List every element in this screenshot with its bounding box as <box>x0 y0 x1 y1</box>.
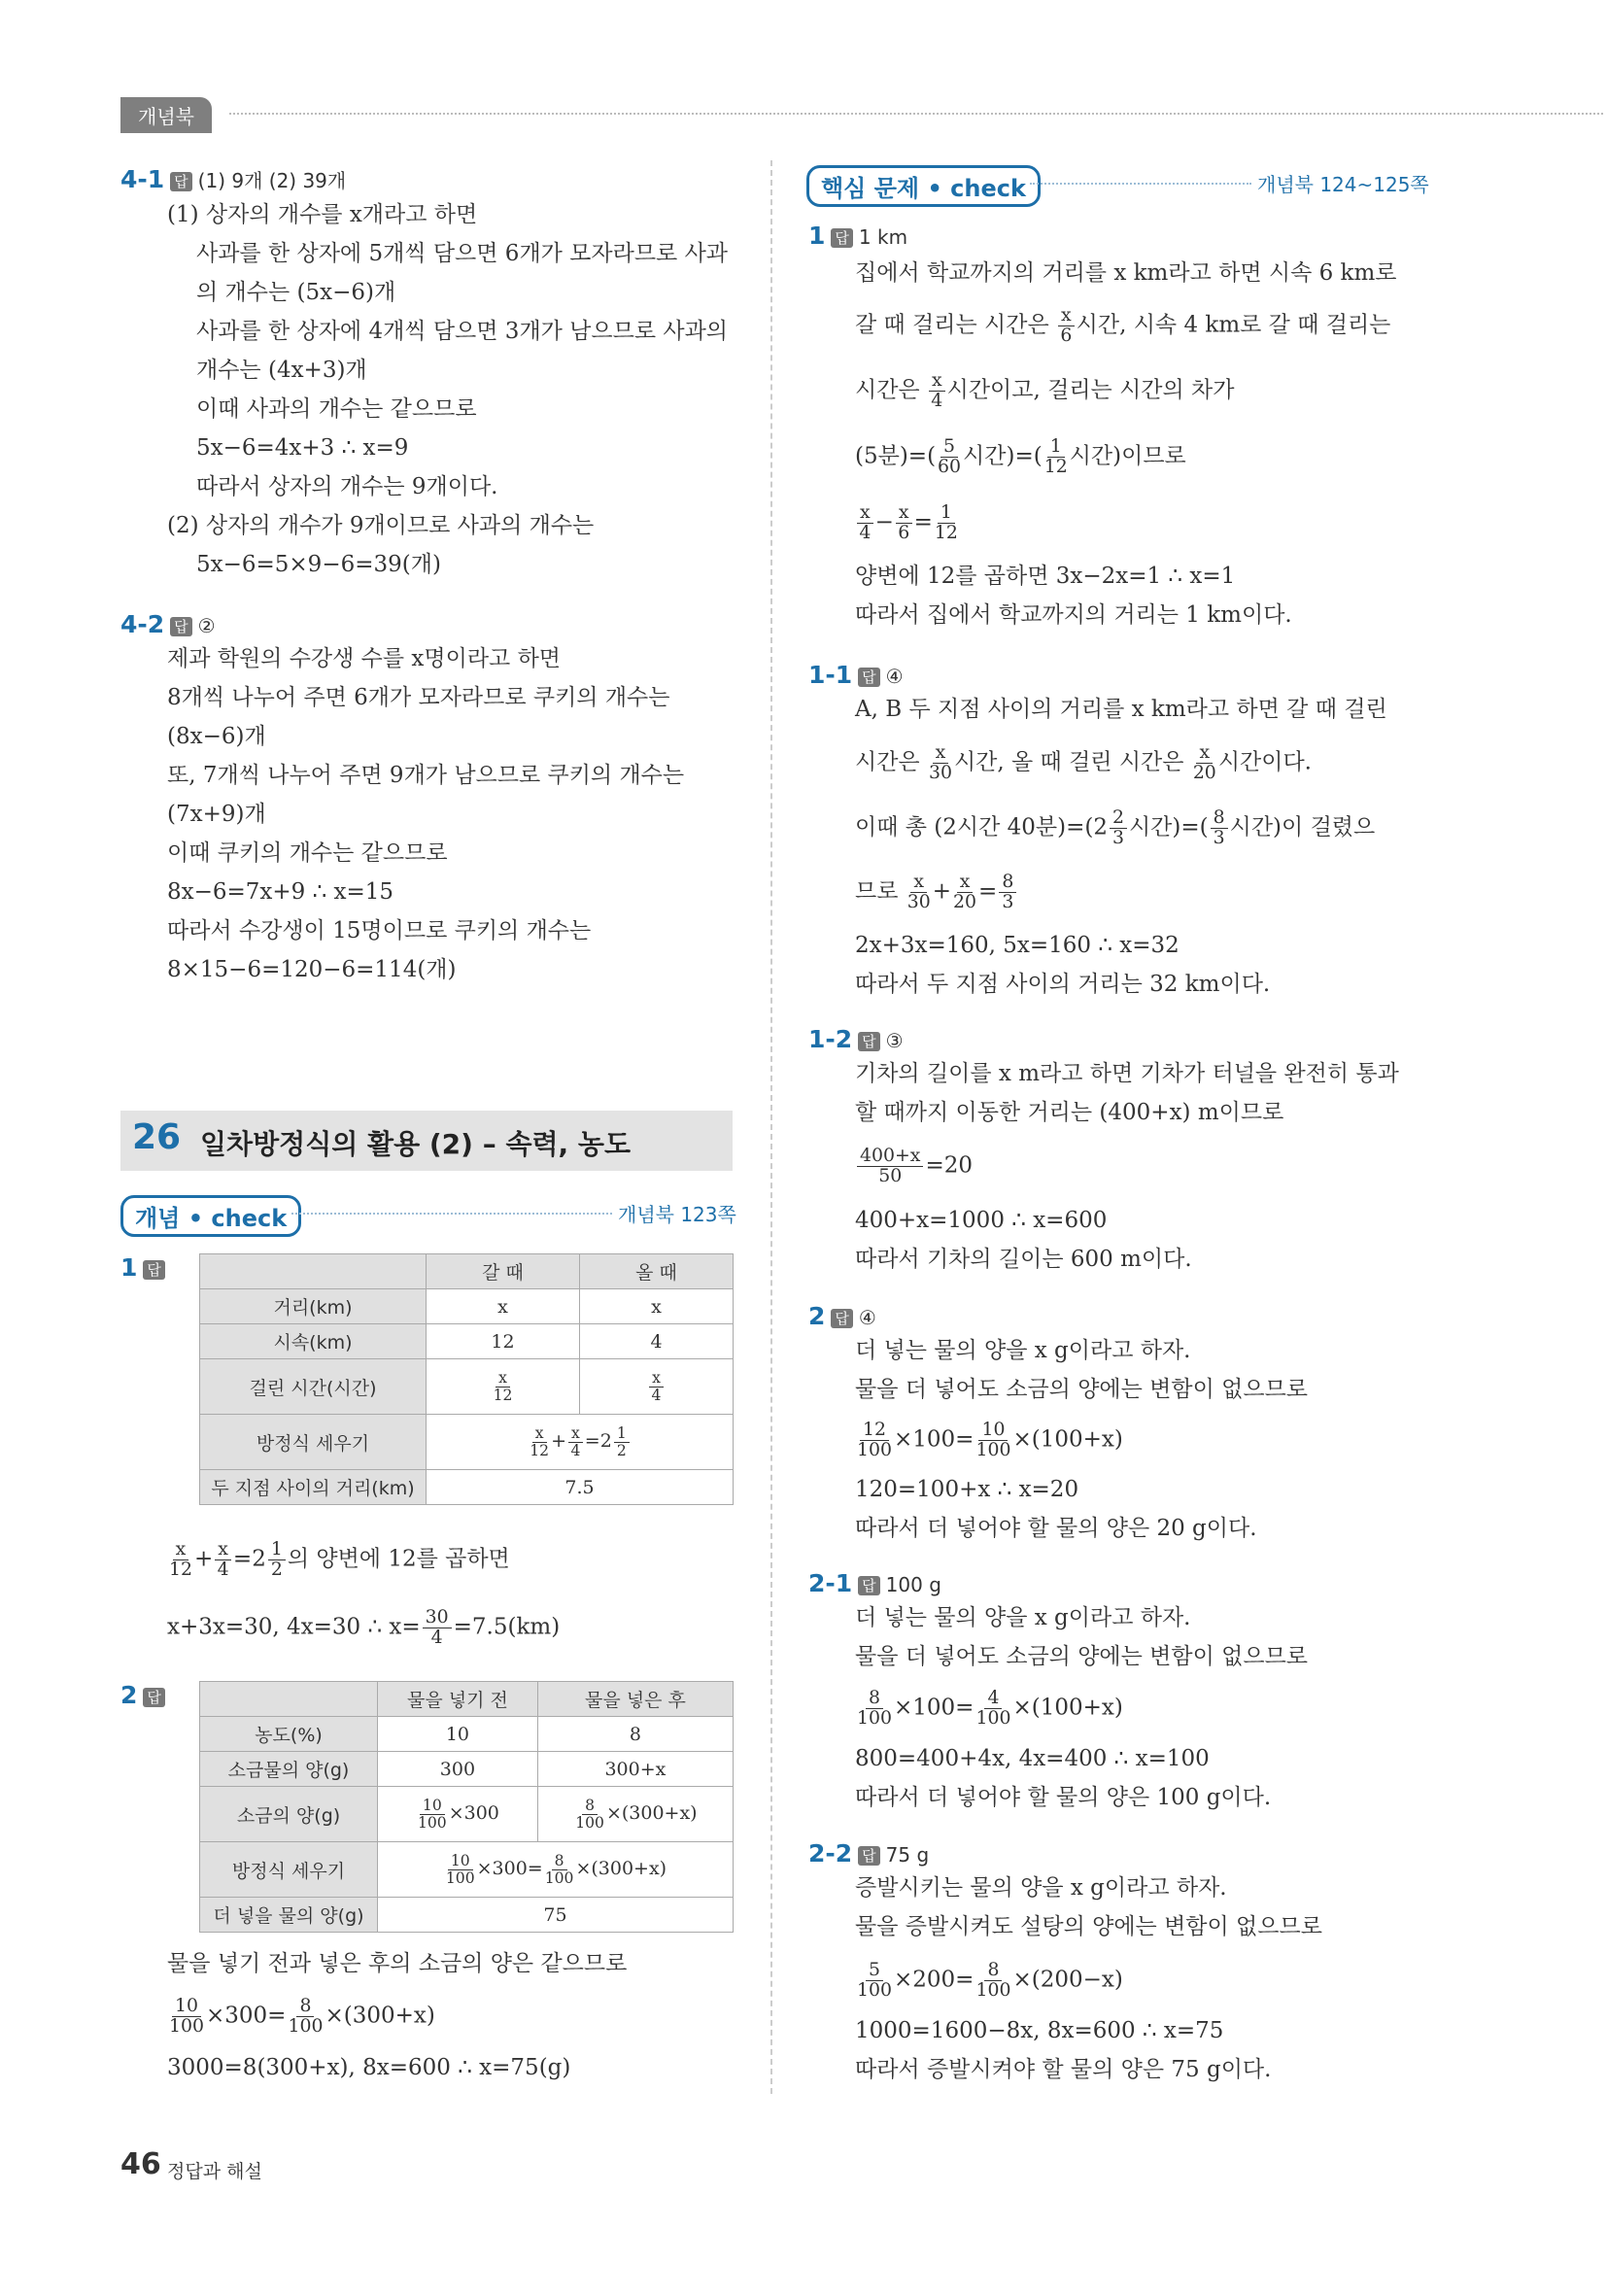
q2-step3: 3000=8(300+x), 8x=600 ∴ x=75(g) <box>167 2055 571 2080</box>
problem-1-line: 시간은 $\frac{x}{4}$ 시간이고, 걸리는 시간의 차가 <box>855 369 1235 411</box>
problem-1-2-line: 기차의 길이를 x m라고 하면 기차가 터널을 완전히 통과 <box>855 1061 1399 1086</box>
solution-line: 8x−6=7x+9 ∴ x=15 <box>167 879 394 905</box>
problem-1-1-line: A, B 두 지점 사이의 거리를 x km라고 하면 갈 때 걸린 <box>855 697 1387 722</box>
problem-4-1-header <box>120 165 346 195</box>
row-label: 소금물의 양(g) <box>200 1752 378 1787</box>
speed-table <box>199 1253 734 1505</box>
q1-header <box>120 1253 171 1284</box>
answer-text: ② <box>197 614 216 637</box>
table-cell: 12 <box>427 1324 580 1359</box>
core-page-ref: 개념북 124~125쪽 <box>1257 173 1429 196</box>
problem-1-1-line: 이때 총 (2시간 40분)=(2 $\frac{2}{3}$ 시간)=( $\frac{8}{3}$ 시간)이 걸렸으 <box>855 806 1376 848</box>
solution-line: 의 개수는 (5x−6)개 <box>196 280 396 305</box>
solution-line: 5x−6=4x+3 ∴ x=9 <box>196 435 409 461</box>
core-check-label: 핵심 문제 • check <box>806 165 1041 207</box>
problem-number: 4-1 <box>120 165 165 193</box>
q2-step2: $\frac{10}{100}$ ×300= $\frac{8}{100}$ ×(300+x) <box>169 1995 435 2037</box>
solution-line: 사과를 한 상자에 4개씩 담으면 3개가 남으므로 사과의 <box>196 319 729 344</box>
section-title: 일차방정식의 활용 (2) – 속력, 농도 <box>200 1128 632 1160</box>
solution-line: (7x+9)개 <box>167 802 266 827</box>
core-dotted-line <box>1030 183 1251 185</box>
problem-number: 1 <box>120 1253 138 1282</box>
solution-line: 8개씩 나누어 주면 6개가 모자라므로 쿠키의 개수는 <box>167 685 670 710</box>
table-cell: 75 <box>378 1898 734 1933</box>
concept-page-ref: 개념북 123쪽 <box>618 1203 736 1226</box>
problem-2-1-header: 2-1 답 100 g <box>808 1569 941 1597</box>
table-corner <box>200 1254 427 1289</box>
table-header: 물을 넣기 전 <box>378 1682 538 1717</box>
equation-cell: $\frac{10}{100}$ ×300= $\frac{8}{100}$ ×(300+x) <box>378 1842 734 1898</box>
problem-2-header: 2 답 ④ <box>808 1302 876 1330</box>
problem-2-line: 더 넣는 물의 양을 x g이라고 하자. <box>855 1338 1191 1363</box>
equation-cell: $\frac{x}{12}$ + $\frac{x}{4}$ =2 $\frac{1}{2}$ <box>427 1415 734 1470</box>
problem-1-1-line: 시간은 $\frac{x}{30}$ 시간, 올 때 걸린 시간은 $\frac{x}{20}$ 시간이다. <box>855 741 1312 783</box>
problem-1-2-line: 할 때까지 이동한 거리는 (400+x) m이므로 <box>855 1100 1284 1125</box>
q1-step2: x+3x=30, 4x=30 ∴ x= $\frac{30}{4}$ =7.5(km) <box>167 1606 561 1648</box>
q1-step1: $\frac{x}{12}$ + $\frac{x}{4}$ =2 $\frac{1}{2}$ 의 양변에 12를 곱하면 <box>169 1538 510 1580</box>
row-label: 소금의 양(g) <box>200 1787 378 1842</box>
table-cell: x <box>427 1289 580 1324</box>
problem-1-1-line: 따라서 두 지점 사이의 거리는 32 km이다. <box>855 972 1271 997</box>
problem-1-2-line: 따라서 기차의 길이는 600 m이다. <box>855 1247 1192 1272</box>
problem-4-2-header <box>120 610 216 640</box>
solution-line: (2) 상자의 개수가 9개이므로 사과의 개수는 <box>167 513 595 538</box>
table-header: 올 때 <box>579 1254 733 1289</box>
row-label: 방정식 세우기 <box>200 1415 427 1470</box>
column-divider <box>770 160 772 2094</box>
answer-badge: 답 <box>143 1260 165 1280</box>
problem-2-2-line: 따라서 증발시켜야 할 물의 양은 75 g이다. <box>855 2057 1272 2082</box>
q2-step1: 물을 넣기 전과 넣은 후의 소금의 양은 같으므로 <box>167 1951 628 1976</box>
problem-2-2-line: 1000=1600−8x, 8x=600 ∴ x=75 <box>855 2018 1224 2043</box>
problem-2-line: 따라서 더 넣어야 할 물의 양은 20 g이다. <box>855 1516 1257 1541</box>
table-cell: 300 <box>378 1752 538 1787</box>
problem-1-line: 따라서 집에서 학교까지의 거리는 1 km이다. <box>855 602 1292 628</box>
answer-badge: 답 <box>143 1688 165 1707</box>
table-corner <box>200 1682 378 1717</box>
solution-line: 제과 학원의 수강생 수를 x명이라고 하면 <box>167 646 562 671</box>
solution-line: 따라서 상자의 개수는 9개이다. <box>196 474 498 499</box>
table-cell: x <box>579 1289 733 1324</box>
problem-2-equation: $\frac{12}{100}$ ×100= $\frac{10}{100}$ ×(100+x) <box>857 1419 1123 1460</box>
problem-1-line: 집에서 학교까지의 거리를 x km라고 하면 시속 6 km로 <box>855 260 1397 286</box>
problem-2-line: 물을 더 넣어도 소금의 양에는 변함이 없으므로 <box>855 1377 1309 1402</box>
solution-line: 이때 쿠키의 개수는 같으므로 <box>167 840 448 866</box>
table-cell: 300+x <box>537 1752 733 1787</box>
problem-2-2-line: 증발시키는 물의 양을 x g이라고 하자. <box>855 1875 1227 1901</box>
problem-2-1-equation: $\frac{8}{100}$ ×100= $\frac{4}{100}$ ×(100+x) <box>857 1687 1123 1729</box>
problem-2-1-line: 800=400+4x, 4x=400 ∴ x=100 <box>855 1746 1210 1771</box>
problem-number: 4-2 <box>120 610 165 638</box>
footer-label: 정답과 해설 <box>167 2161 262 2182</box>
table-cell: 7.5 <box>427 1470 734 1505</box>
solution-line: 8×15−6=120−6=114(개) <box>167 957 457 982</box>
header-divider <box>229 113 1603 115</box>
problem-number: 2 <box>120 1681 138 1709</box>
answer-badge: 답 <box>170 617 192 636</box>
problem-1-equation: $\frac{x}{4}$ − $\frac{x}{6}$ = $\frac{1}{12}$ <box>855 503 960 543</box>
problem-1-1-header: 1-1 답 ④ <box>808 661 904 689</box>
answer-text: (1) 9개 (2) 39개 <box>197 169 347 192</box>
table-cell: 4 <box>579 1324 733 1359</box>
concept-check-label: 개념 • check <box>120 1195 301 1237</box>
problem-1-2-header: 1-2 답 ③ <box>808 1025 904 1053</box>
problem-2-2-line: 물을 증발시켜도 설탕의 양에는 변함이 없으므로 <box>855 1914 1322 1939</box>
table-cell: $\frac{8}{100}$ ×(300+x) <box>537 1787 733 1842</box>
table-cell: 10 <box>378 1717 538 1752</box>
solution-line: 개수는 (4x+3)개 <box>196 358 367 383</box>
problem-1-header: 1 답 1 km <box>808 222 908 250</box>
row-label: 걸린 시간(시간) <box>200 1359 427 1415</box>
problem-2-1-line: 물을 더 넣어도 소금의 양에는 변함이 없으므로 <box>855 1644 1309 1669</box>
problem-1-1-line: 2x+3x=160, 5x=160 ∴ x=32 <box>855 933 1180 958</box>
table-header: 물을 넣은 후 <box>537 1682 733 1717</box>
section-number: 26 <box>132 1117 182 1157</box>
problem-1-line: (5분)=( $\frac{5}{60}$ 시간)=( $\frac{1}{12}$ 시간)이므로 <box>855 435 1186 477</box>
page-number: 46 <box>120 2147 161 2181</box>
solution-line: 따라서 수강생이 15명이므로 쿠키의 개수는 <box>167 918 592 943</box>
table-cell: $\frac{x}{12}$ <box>427 1359 580 1415</box>
problem-1-2-equation: $\frac{400+x}{50}$ =20 <box>855 1147 973 1186</box>
table-cell: $\frac{x}{4}$ <box>579 1359 733 1415</box>
problem-1-2-line: 400+x=1000 ∴ x=600 <box>855 1208 1108 1233</box>
row-label: 농도(%) <box>200 1717 378 1752</box>
problem-2-line: 120=100+x ∴ x=20 <box>855 1477 1079 1502</box>
problem-2-2-header: 2-2 답 75 g <box>808 1839 930 1868</box>
table-cell: 8 <box>537 1717 733 1752</box>
problem-1-line: 갈 때 걸리는 시간은 $\frac{x}{6}$ 시간, 시속 4 km로 갈 때 걸리는 <box>855 304 1391 346</box>
solution-line: 이때 사과의 개수는 같으므로 <box>196 396 477 422</box>
row-label: 더 넣을 물의 양(g) <box>200 1898 378 1933</box>
solution-line: (8x−6)개 <box>167 724 266 749</box>
problem-2-2-equation: $\frac{5}{100}$ ×200= $\frac{8}{100}$ ×(200−x) <box>857 1959 1123 2001</box>
solution-line: (1) 상자의 개수를 x개라고 하면 <box>167 202 478 227</box>
solution-line: 5x−6=5×9−6=39(개) <box>196 552 441 577</box>
problem-2-1-line: 더 넣는 물의 양을 x g이라고 하자. <box>855 1605 1191 1630</box>
table-header: 갈 때 <box>427 1254 580 1289</box>
concept-dotted-line <box>291 1213 612 1215</box>
row-label: 시속(km) <box>200 1324 427 1359</box>
problem-2-1-line: 따라서 더 넣어야 할 물의 양은 100 g이다. <box>855 1785 1272 1810</box>
row-label: 거리(km) <box>200 1289 427 1324</box>
problem-1-1-line: 므로 $\frac{x}{30}$ + $\frac{x}{20}$ = $\frac{8}{3}$ <box>855 873 1018 912</box>
problem-1-line: 양변에 12를 곱하면 3x−2x=1 ∴ x=1 <box>855 564 1236 589</box>
table-cell: $\frac{10}{100}$ ×300 <box>378 1787 538 1842</box>
row-label: 방정식 세우기 <box>200 1842 378 1898</box>
concentration-table <box>199 1681 734 1933</box>
solution-line: 또, 7개씩 나누어 주면 9개가 남으므로 쿠키의 개수는 <box>167 763 685 788</box>
solution-line: 사과를 한 상자에 5개씩 담으면 6개가 모자라므로 사과 <box>196 241 729 266</box>
answer-badge: 답 <box>170 172 192 191</box>
q2-header <box>120 1681 171 1711</box>
book-tag: 개념북 <box>120 97 212 133</box>
row-label: 두 지점 사이의 거리(km) <box>200 1470 427 1505</box>
